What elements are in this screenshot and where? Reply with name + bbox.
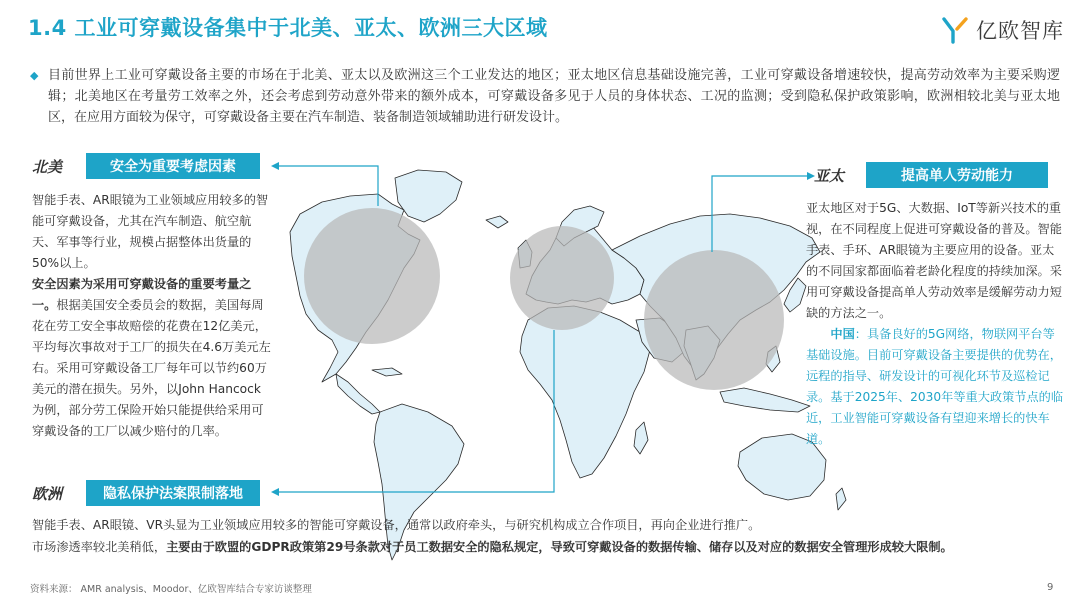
china-text: ：具备良好的5G网络，物联网平台等基础设施。目前可穿戴设备主要提供的优势在，远程的指导、研发设计的可视化环节及巡检记录。基于2025年、2030年等重大政策节点的临近，工业智能可穿戴设备有望迎来增长的快车道。: [806, 327, 1064, 446]
europe-line2-bold: 主要由于欧盟的GDPR政策第29号条款对于员工数据安全的隐私规定，导致可穿戴设备的数据传输、储存以及对应的数据安全管理形成较大限制。: [166, 540, 953, 554]
north-america-p1: 智能手表、AR眼镜为工业领域应用较多的智能可穿戴设备，尤其在汽车制造、航空航天、军事等行业，规模占据整体出货量的50%以上。: [32, 193, 269, 270]
china-label: 中国: [830, 327, 855, 341]
europe-line2: [32, 536, 1062, 558]
greenland-shape: [395, 170, 462, 222]
europe-arrow: [271, 488, 279, 496]
region-tag-north-america: 北美: [32, 158, 63, 176]
page-number: 9: [1047, 582, 1054, 593]
north-america-p2-bold: 安全因素为采用可穿戴设备的重要考量之一。: [32, 277, 252, 312]
central-america-shape: [336, 374, 380, 414]
asia-pacific-banner: 提高单人劳动能力: [866, 162, 1048, 188]
source-note: 资料来源： AMR analysis、Moodor、亿欧智库结合专家访谈整理: [30, 584, 312, 595]
europe-line2-plain: 市场渗透率较北美稍低，: [32, 540, 167, 554]
diamond-bullet-icon: ◆: [30, 69, 39, 82]
brand-logo: [940, 12, 1064, 48]
cuba-shape: [372, 368, 402, 376]
asia-pacific-highlight: [644, 250, 784, 390]
new-zealand-shape: [836, 488, 846, 510]
asia-pacific-china: [806, 324, 1066, 450]
iceland-shape: [486, 216, 508, 228]
madagascar-shape: [634, 422, 648, 454]
africa-shape: [520, 306, 650, 478]
logo-text: 亿欧智库: [976, 19, 1064, 43]
indonesia-shape: [720, 388, 810, 412]
north-america-banner: 安全为重要考虑因素: [86, 153, 260, 179]
page-title: 1.4 工业可穿戴设备集中于北美、亚太、欧洲三大区域: [28, 16, 548, 40]
north-america-text: [32, 190, 272, 442]
region-tag-asia-pacific: 亚太: [814, 167, 845, 185]
asia-pacific-p1: 亚太地区对于5G、大数据、IoT等新兴技术的重视，在不同程度上促进可穿戴设备的普及。智能手表、手环、AR眼镜为主要应用的设备。亚太的不同国家都面临着老龄化程度的持续加深。采用可穿戴设备提高单人劳动效率是缓解劳动力短缺的方法之一。: [806, 201, 1062, 320]
region-tag-europe: 欧洲: [32, 485, 63, 503]
europe-highlight: [510, 226, 614, 330]
intro-paragraph: [30, 65, 1060, 128]
europe-line1: 智能手表、AR眼镜、VR头显为工业领域应用较多的智能可穿戴设备，通常以政府牵头，与研究机构成立合作项目，再向企业进行推广。: [32, 518, 761, 532]
north-america-highlight: [304, 208, 440, 344]
intro-text: 目前世界上工业可穿戴设备主要的市场在于北美、亚太以及欧洲这三个工业发达的地区；亚太地区信息基础设施完善，工业可穿戴设备增速较快，提高劳动效率为主要采购逻辑；北美地区在考量劳工效率之外，还会考虑到劳动意外带来的额外成本，可穿戴设备多见于人员的身体状态、工况的监测；受到隐私保护政策影响，欧洲相较北美与亚太地区，在应用方面较为保守，可穿戴设备主要在汽车制造、装备制造领域辅助进行研发设计。: [48, 68, 1060, 125]
asia-pacific-text: [806, 198, 1066, 450]
north-america-p2-rest: 根据美国安全委员会的数据，美国每周花在劳工安全事故赔偿的花费在12亿美元，平均每次事故对于工厂的损失在4.6万美元左右。采用可穿戴设备工厂每年可以节约60万美元的潜在损失。另外，以John Hancock为例，部分劳工保险开始只能提供给采用可穿戴设备的工厂以减少赔付的几率。: [32, 298, 271, 438]
north-america-arrow: [271, 162, 279, 170]
north-america-p2: [32, 274, 272, 442]
yiou-logo-icon: [940, 15, 970, 45]
europe-text: [32, 514, 1062, 558]
europe-banner: 隐私保护法案限制落地: [86, 480, 260, 506]
